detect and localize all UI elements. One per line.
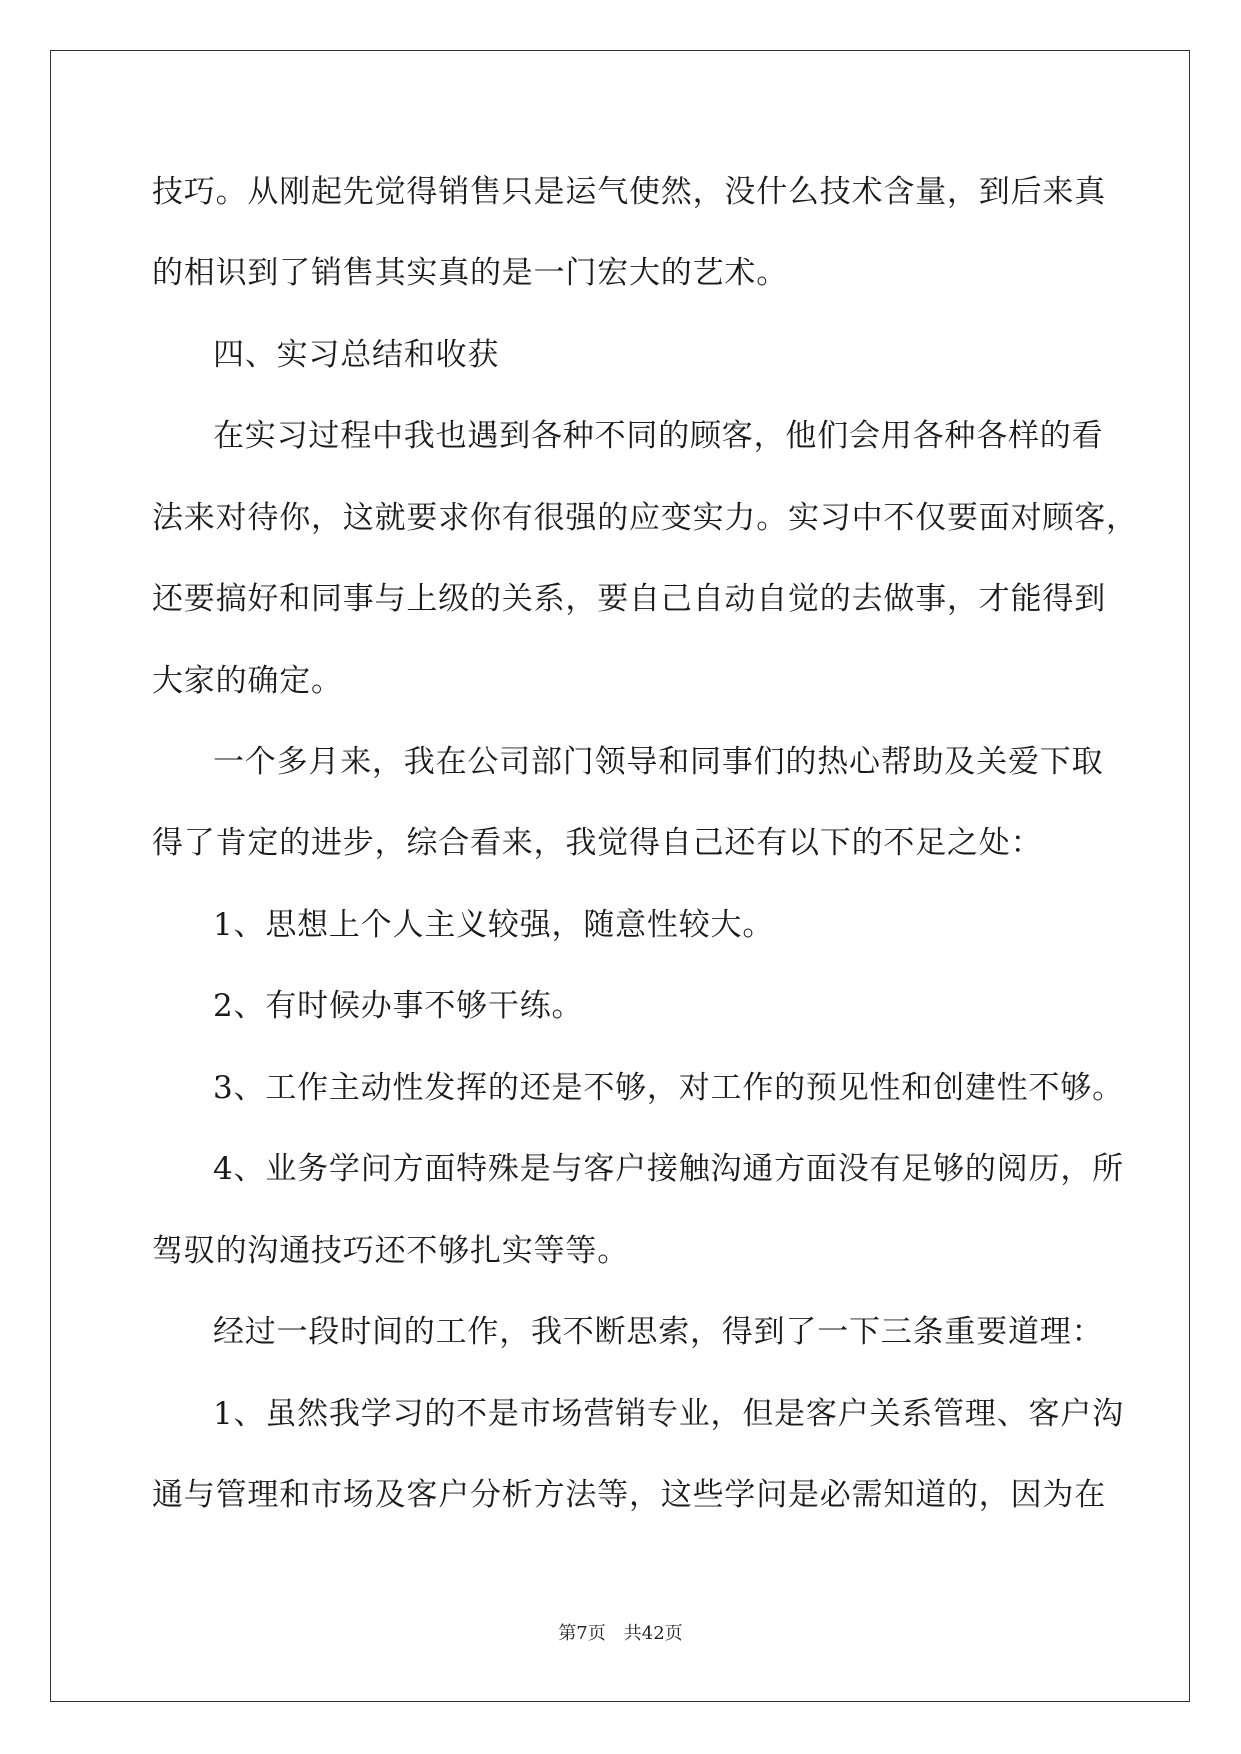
text-line: 法来对待你，这就要求你有很强的应变实力。实习中不仅要面对顾客，	[152, 500, 1138, 536]
section-heading: 四、实习总结和收获	[213, 337, 500, 373]
list-item: 3、工作主动性发挥的还是不够，对工作的预见性和创建性不够。	[213, 1070, 1124, 1106]
text-line: 还要搞好和同事与上级的关系，要自己自动自觉的去做事，才能得到	[152, 581, 1106, 617]
text-line: 技巧。从刚起先觉得销售只是运气使然，没什么技术含量，到后来真	[152, 174, 1106, 210]
page-border	[50, 50, 1190, 1702]
page-footer	[0, 1622, 1241, 1646]
text-line: 的相识到了销售其实真的是一门宏大的艺术。	[152, 255, 788, 291]
text-line: 得了肯定的进步，综合看来，我觉得自己还有以下的不足之处：	[152, 825, 1043, 861]
list-item: 1、虽然我学习的不是市场营销专业，但是客户关系管理、客户沟	[213, 1396, 1124, 1432]
text-line: 大家的确定。	[152, 663, 343, 699]
text-line: 经过一段时间的工作，我不断思索，得到了一下三条重要道理：	[213, 1314, 1104, 1350]
list-item: 2、有时候办事不够干练。	[213, 988, 584, 1024]
page-total: 共42页	[623, 1623, 683, 1644]
text-line: 驾驭的沟通技巧还不够扎实等等。	[152, 1233, 629, 1269]
list-item: 1、思想上个人主义较强，随意性较大。	[213, 907, 775, 943]
text-line: 在实习过程中我也遇到各种不同的顾客，他们会用各种各样的看	[213, 418, 1104, 454]
text-line: 通与管理和市场及客户分析方法等，这些学问是必需知道的，因为在	[152, 1477, 1106, 1513]
list-item: 4、业务学问方面特殊是与客户接触沟通方面没有足够的阅历，所	[213, 1151, 1124, 1187]
page-number: 第7页	[558, 1623, 606, 1644]
text-line: 一个多月来，我在公司部门领导和同事们的热心帮助及关爱下取	[213, 744, 1104, 780]
